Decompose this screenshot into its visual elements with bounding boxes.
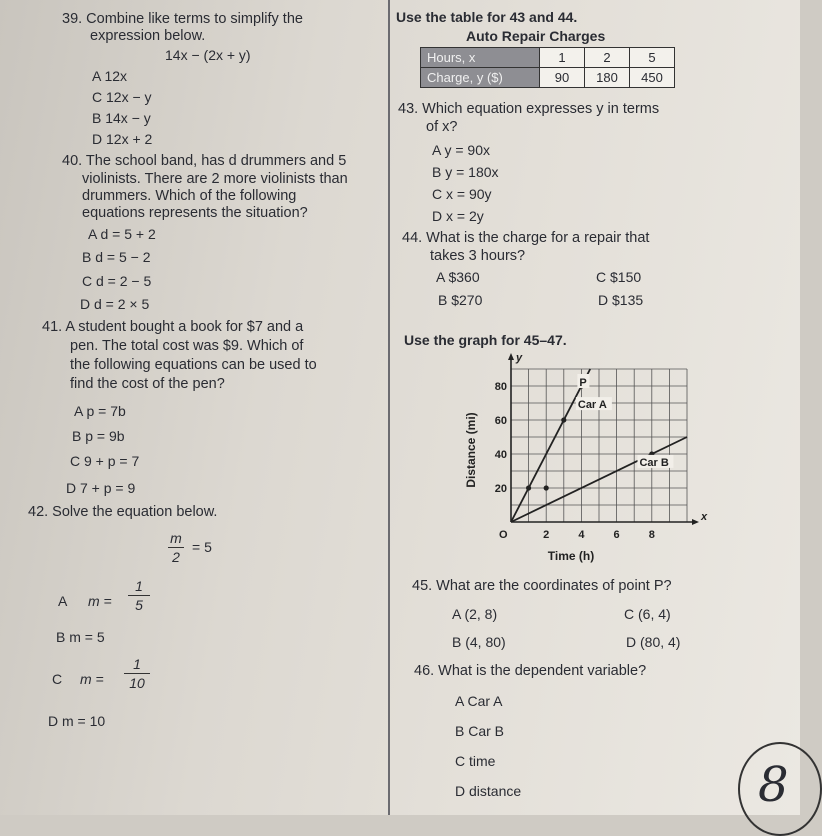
q45-prompt: 45. What are the coordinates of point P?	[412, 578, 672, 594]
y-tick-label: 60	[494, 415, 507, 427]
q42-option-a-fraction	[128, 578, 150, 613]
q40-line1: 40. The school band, has d drummers and 5	[62, 153, 347, 169]
q45-option-a[interactable]: A (2, 8)	[452, 606, 498, 622]
table-cell: 90	[540, 68, 585, 88]
q45-option-b[interactable]: B (4, 80)	[452, 634, 506, 650]
table-row	[421, 68, 675, 88]
q42-eq-denominator: 2	[172, 549, 180, 565]
q41-option-d[interactable]: D 7 + p = 9	[66, 480, 136, 496]
q42-option-b[interactable]: B m = 5	[56, 629, 105, 645]
q43-line1: 43. Which equation expresses y in terms	[398, 101, 660, 117]
q46-option-d[interactable]: D distance	[455, 783, 522, 799]
q40-line2: violinists. There are 2 more violinists than	[82, 171, 348, 187]
margin-handwritten-mark: 8	[758, 757, 789, 813]
q42-eq-numerator: m	[170, 530, 182, 546]
y-axis-letter: y	[516, 352, 523, 364]
table-header-hours: Hours, x	[421, 48, 540, 68]
q42-option-a-lhs: m =	[88, 593, 112, 609]
q42-option-c-denominator: 10	[129, 675, 145, 691]
q45-option-c[interactable]: C (6, 4)	[624, 606, 671, 622]
q40-option-d[interactable]: D d = 2 × 5	[80, 296, 150, 312]
q41-option-c[interactable]: C 9 + p = 7	[70, 453, 140, 469]
q43-option-d[interactable]: D x = 2y	[432, 208, 484, 224]
q39-option-d[interactable]: D 12x + 2	[92, 131, 153, 147]
q43-option-a[interactable]: A y = 90x	[432, 142, 490, 158]
q42-option-c-numerator: 1	[133, 656, 141, 672]
q40-option-c[interactable]: C d = 2 − 5	[82, 273, 152, 289]
q44-line2: takes 3 hours?	[430, 248, 526, 264]
series-label: Car B	[639, 456, 669, 469]
y-axis-title: Distance (mi)	[464, 412, 478, 488]
q41-option-b[interactable]: B p = 9b	[72, 428, 125, 444]
q45-option-d[interactable]: D (80, 4)	[626, 634, 681, 650]
q42-option-a-label[interactable]: A	[58, 593, 68, 609]
y-tick-label: 20	[494, 483, 507, 495]
data-point	[526, 485, 531, 490]
y-tick-label: 80	[494, 381, 507, 393]
q43-option-b[interactable]: B y = 180x	[432, 164, 499, 180]
table-cell: 450	[630, 68, 675, 88]
q39-option-c[interactable]: C 12x − y	[92, 89, 152, 105]
x-axis-arrow	[692, 519, 699, 525]
table-intro: Use the table for 43 and 44.	[396, 9, 578, 25]
q42-equation-rhs: = 5	[192, 539, 212, 555]
q43-line2: of x?	[426, 119, 458, 135]
q39-expression: 14x − (2x + y)	[165, 47, 251, 63]
q42-option-c-label[interactable]: C	[52, 671, 63, 687]
q41-line3: the following equations can be used to	[70, 357, 317, 373]
data-point	[544, 485, 549, 490]
x-axis-letter: x	[701, 511, 708, 523]
q44-option-d[interactable]: D $135	[598, 292, 644, 308]
q41-option-a[interactable]: A p = 7b	[74, 403, 126, 419]
table-row	[421, 48, 675, 68]
q42-option-a-denominator: 5	[135, 597, 143, 613]
point-p-label: P	[579, 377, 587, 389]
q39-option-a[interactable]: A 12x	[92, 68, 128, 84]
q40-option-b[interactable]: B d = 5 − 2	[82, 249, 151, 265]
q42-option-c-fraction	[124, 656, 150, 691]
q42-option-d[interactable]: D m = 10	[48, 713, 106, 729]
q41-line2: pen. The total cost was $9. Which of	[70, 338, 304, 354]
data-point	[561, 417, 566, 422]
q39-option-b[interactable]: B 14x − y	[92, 110, 151, 126]
table-cell: 5	[630, 48, 675, 68]
q46-option-b[interactable]: B Car B	[455, 723, 505, 739]
q44-line1: 44. What is the charge for a repair that	[402, 230, 650, 246]
table-cell: 2	[585, 48, 630, 68]
q43-option-c[interactable]: C x = 90y	[432, 186, 492, 202]
x-tick-label: 6	[613, 529, 620, 541]
q39-line1: 39. Combine like terms to simplify the	[62, 11, 303, 27]
x-axis-title: Time (h)	[547, 549, 595, 563]
q46-prompt: 46. What is the dependent variable?	[414, 663, 647, 679]
q40-line3: drummers. Which of the following	[82, 188, 297, 204]
q44-option-a[interactable]: A $360	[436, 269, 480, 285]
q42-option-c-lhs: m =	[80, 671, 104, 687]
q44-option-b[interactable]: B $270	[438, 292, 483, 308]
q40-option-a[interactable]: A d = 5 + 2	[88, 226, 156, 242]
q46-option-c[interactable]: C time	[455, 753, 496, 769]
x-tick-label: 4	[578, 529, 585, 541]
table-header-charge: Charge, y ($)	[421, 68, 540, 88]
q42-option-a-numerator: 1	[135, 578, 143, 594]
table-cell: 1	[540, 48, 585, 68]
table-title: Auto Repair Charges	[466, 28, 606, 44]
distance-time-chart	[455, 352, 708, 567]
series-line-car-a	[511, 369, 590, 522]
y-tick-label: 40	[494, 449, 507, 461]
x-tick-label: 8	[648, 529, 655, 541]
q39-line2: expression below.	[90, 28, 206, 44]
graph-intro: Use the graph for 45–47.	[404, 332, 567, 348]
q42-equation-fraction	[168, 530, 184, 565]
q40-line4: equations represents the situation?	[82, 205, 308, 221]
q44-option-c[interactable]: C $150	[596, 269, 642, 285]
q42-prompt: 42. Solve the equation below.	[28, 504, 218, 520]
q41-line1: 41. A student bought a book for $7 and a	[42, 319, 304, 335]
table-cell: 180	[585, 68, 630, 88]
repair-charges-table	[420, 47, 675, 88]
column-divider	[388, 0, 390, 815]
q46-option-a[interactable]: A Car A	[455, 693, 503, 709]
origin-label: O	[499, 529, 508, 541]
y-axis-arrow	[508, 353, 514, 360]
q41-line4: find the cost of the pen?	[70, 376, 225, 392]
x-tick-label: 2	[543, 529, 550, 541]
series-label: Car A	[577, 399, 607, 412]
